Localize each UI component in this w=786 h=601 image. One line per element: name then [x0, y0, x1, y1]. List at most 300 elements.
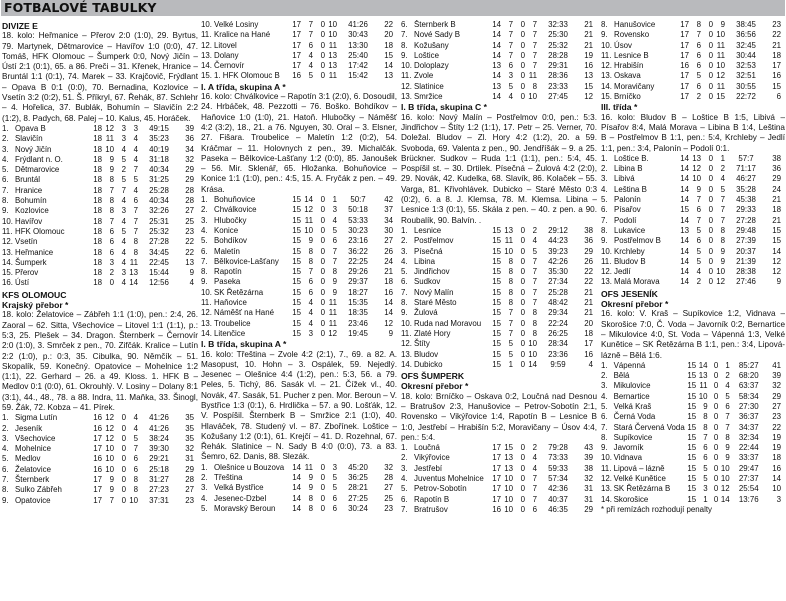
- cell-points: 43: [584, 443, 593, 453]
- table-row: [401, 92, 597, 102]
- cell-losses: 4: [133, 144, 138, 154]
- cell-wins: 6: [696, 61, 701, 71]
- cell-points: 24: [384, 256, 393, 266]
- cell-points: 29: [185, 165, 194, 175]
- cell-played: 14: [492, 40, 501, 50]
- table-row: [2, 485, 198, 495]
- cell-score: 27:30: [738, 401, 759, 411]
- cell-team-name: Ruda nad Moravou: [414, 318, 482, 328]
- cell-rank: 1.: [401, 225, 408, 235]
- cell-wins: 15: [504, 443, 513, 453]
- cell-score: 45:38: [736, 195, 756, 205]
- table-row: [2, 175, 198, 185]
- cell-draws: 3: [121, 268, 126, 278]
- cell-played: 14: [680, 267, 689, 277]
- cell-wins: 7: [508, 318, 513, 328]
- cell-points: 27: [772, 401, 781, 411]
- cell-wins: 10: [504, 474, 513, 484]
- cell-score: 15:42: [348, 71, 368, 81]
- cell-rank: 15.: [601, 92, 612, 102]
- cell-rank: 12.: [601, 61, 612, 71]
- cell-rank: 5.: [601, 401, 608, 411]
- cell-draws: 0: [520, 30, 525, 40]
- cell-rank: 2.: [601, 371, 608, 381]
- table-row: [601, 381, 785, 391]
- cell-rank: 2.: [401, 236, 408, 246]
- cell-wins: 7: [696, 195, 701, 205]
- cell-score: 19:45: [348, 328, 368, 338]
- table-row: [401, 20, 597, 30]
- cell-score: 50:18: [348, 205, 368, 215]
- table-row: [601, 174, 785, 184]
- cell-score: 32:34: [738, 432, 759, 442]
- cell-losses: 15: [716, 92, 725, 102]
- cell-draws: 4: [121, 196, 126, 206]
- table-row: [2, 145, 198, 155]
- table-row: [401, 288, 597, 298]
- cell-losses: 7: [332, 256, 337, 266]
- cell-draws: 0: [520, 349, 525, 359]
- cell-losses: 2: [725, 371, 730, 381]
- cell-draws: 0: [520, 484, 525, 494]
- cell-losses: 10: [528, 349, 537, 359]
- cell-draws: 0: [713, 463, 719, 473]
- table-row: [201, 494, 397, 504]
- table-row: [601, 216, 785, 226]
- cell-points: 32: [185, 444, 194, 454]
- cell-wins: 9: [109, 475, 114, 485]
- cell-rank: 9.: [2, 495, 9, 505]
- cell-wins: 6: [109, 247, 114, 257]
- cell-team-name: Litovel: [214, 40, 237, 50]
- cell-draws: 0: [708, 164, 713, 174]
- competition-heading: I. B třída, skupina A *: [201, 339, 287, 350]
- cell-points: 22: [185, 247, 194, 257]
- cell-draws: 0: [708, 205, 713, 215]
- cell-score: 34:45: [149, 247, 169, 257]
- cell-team-name: Zvole: [414, 71, 434, 81]
- cell-team-name: Bludov B: [614, 256, 646, 266]
- cell-score: 31:27: [149, 475, 169, 485]
- cell-played: 15: [492, 236, 501, 246]
- cell-team-name: Javorník: [613, 443, 644, 453]
- cell-played: 17: [492, 463, 501, 473]
- section-heading: OFS JESENÍK: [601, 288, 658, 299]
- cell-played: 18: [93, 154, 102, 164]
- cell-rank: 12.: [401, 81, 412, 91]
- cell-wins: 8: [703, 412, 708, 422]
- cell-rank: 9.: [401, 308, 408, 318]
- round-results-text: 16. kolo: Nový Malín – Postřelmov 0:0, pen.: 5:3. Jindřichov – Štíty 1:2 (1:1), 17. Petr – 25. Verner, 70. Doležal. Bludov – Zl. Hory 4:2 (1:2), 20. a 59. Svoboda, 69. Valenta z pen., 90. Jendříšák – 9. a 25. Brückner. Sudkov – Ruda 1:1 (1:1), pen.: 5:4, 45. Pospíšil st. – 30. Drtilek. Písečná – Žulová 4:2 (2:0), 29. Novák, 42. Kudelka, 68. Slavík, 86. Kolaček – 55. Varga, 81. Křivohlávek. Dubicko – Staré Město 0:3 (0:2), 6. a 8. J. Klemsa, 78. M. Klemsa. Libina – Lesnice 1:3 (0:1), 55. Skála z pen. – 40. z pen. a 90. Roubalík, 90. Balvín. .: [401, 112, 597, 225]
- cell-score: 25:32: [149, 226, 169, 236]
- competition-heading: Krajský přebor *: [2, 300, 69, 311]
- cell-draws: 0: [708, 184, 713, 194]
- cell-draws: 3: [121, 123, 126, 133]
- cell-rank: 6.: [601, 205, 608, 215]
- cell-score: 57:7: [738, 153, 754, 163]
- cell-rank: 4.: [401, 474, 408, 484]
- cell-points: 31: [584, 494, 593, 504]
- cell-wins: 6: [109, 226, 114, 236]
- cell-played: 15: [492, 225, 501, 235]
- cell-rank: 13.: [201, 50, 212, 60]
- cell-losses: 7: [725, 422, 730, 432]
- cell-played: 18: [93, 268, 102, 278]
- cell-wins: 13: [504, 463, 513, 473]
- cell-points: 12: [772, 267, 781, 277]
- cell-rank: 9.: [2, 206, 9, 216]
- cell-rank: 5.: [2, 454, 9, 464]
- cell-rank: 10.: [2, 216, 13, 226]
- cell-team-name: Moravský Beroun: [214, 503, 276, 513]
- cell-losses: 7: [532, 30, 537, 40]
- cell-score: 49:15: [149, 123, 169, 133]
- cell-score: 38:45: [736, 20, 756, 29]
- cell-losses: 4: [133, 185, 138, 195]
- cell-losses: 6: [332, 503, 337, 513]
- table-row: [601, 464, 785, 474]
- table-row: [401, 82, 597, 92]
- cell-points: 27: [384, 483, 393, 493]
- cell-played: 15: [492, 308, 501, 318]
- cell-wins: 6: [696, 40, 701, 50]
- cell-score: 29:34: [548, 308, 568, 318]
- cell-losses: 5: [133, 175, 138, 185]
- cell-points: 28: [185, 196, 194, 206]
- cell-score: 50:7: [350, 195, 366, 205]
- cell-draws: 0: [520, 71, 525, 81]
- cell-draws: 0: [708, 153, 713, 163]
- cell-played: 14: [492, 50, 501, 60]
- table-row: [2, 434, 198, 444]
- cell-team-name: Konice: [214, 225, 239, 235]
- cell-team-name: Nový Malín: [414, 287, 454, 297]
- cell-draws: 0: [320, 256, 325, 266]
- cell-rank: 9.: [201, 277, 208, 287]
- cell-rank: 3.: [2, 433, 9, 443]
- cell-played: 18: [93, 134, 102, 144]
- cell-played: 18: [93, 226, 102, 236]
- cell-rank: 9.: [601, 443, 608, 453]
- cell-rank: 13.: [401, 92, 412, 102]
- cell-losses: 2: [532, 225, 537, 235]
- table-row: [2, 475, 198, 485]
- table-row: [601, 495, 785, 505]
- cell-score: 35:28: [736, 184, 756, 194]
- cell-losses: 8: [532, 308, 537, 318]
- cell-played: 15: [687, 422, 697, 432]
- cell-wins: 8: [308, 493, 313, 503]
- cell-points: 13: [584, 71, 593, 81]
- cell-played: 14: [492, 71, 501, 81]
- cell-losses: 7: [532, 298, 537, 308]
- cell-played: 13: [680, 225, 689, 235]
- cell-score: 18:35: [348, 308, 368, 318]
- table-row: [2, 196, 198, 206]
- cell-played: 15: [492, 277, 501, 287]
- cell-draws: 0: [320, 61, 325, 71]
- cell-losses: 12: [716, 277, 725, 287]
- cell-losses: 5: [332, 473, 337, 483]
- cell-wins: 10: [105, 444, 114, 454]
- cell-draws: 4: [121, 257, 126, 267]
- cell-points: 15: [384, 50, 393, 60]
- cell-points: 21: [772, 195, 781, 205]
- cell-rank: 4.: [601, 184, 608, 194]
- column-1: [2, 20, 198, 601]
- cell-points: 23: [384, 503, 393, 513]
- cell-score: 20:37: [736, 246, 756, 256]
- cell-score: 40:34: [149, 196, 169, 206]
- cell-draws: 0: [320, 328, 325, 338]
- cell-rank: 11.: [601, 256, 612, 266]
- cell-losses: 7: [332, 246, 337, 256]
- cell-played: 14: [292, 483, 301, 493]
- cell-rank: 11.: [201, 298, 212, 308]
- cell-rank: 5.: [401, 267, 408, 277]
- cell-team-name: Podolí: [614, 215, 637, 225]
- table-row: [401, 474, 597, 484]
- cell-draws: 0: [520, 40, 525, 50]
- cell-played: 14: [680, 277, 689, 287]
- cell-played: 17: [492, 494, 501, 504]
- cell-points: 14: [772, 474, 781, 484]
- cell-draws: 0: [520, 256, 525, 266]
- cell-points: 23: [772, 20, 781, 29]
- cell-points: 4: [189, 278, 194, 288]
- cell-score: 23:36: [548, 349, 568, 359]
- cell-wins: 3: [703, 484, 708, 494]
- cell-played: 17: [492, 443, 501, 453]
- cell-score: 23:33: [548, 81, 568, 91]
- cell-rank: 13.: [201, 318, 212, 328]
- cell-team-name: Rapotín B: [414, 494, 450, 504]
- cell-losses: 3: [332, 462, 337, 472]
- table-row: [601, 247, 785, 257]
- cell-losses: 9: [720, 256, 725, 266]
- cell-score: 63:37: [738, 381, 759, 391]
- cell-played: 17: [292, 30, 301, 40]
- cell-rank: 1.: [201, 462, 208, 472]
- cell-team-name: Bělkovice-Lašťany: [214, 256, 279, 266]
- cell-draws: 0: [520, 20, 525, 29]
- cell-points: 29: [185, 175, 194, 185]
- cell-team-name: Loštice B.: [614, 153, 649, 163]
- cell-score: 9:59: [550, 359, 566, 369]
- competition-heading: Okresní přebor *: [401, 381, 469, 392]
- cell-played: 17: [680, 92, 689, 102]
- cell-wins: 6: [308, 287, 313, 297]
- cell-draws: 4: [121, 237, 126, 247]
- cell-team-name: Chválkovice: [214, 205, 257, 215]
- cell-losses: 12: [328, 328, 337, 338]
- cell-score: 48:42: [548, 298, 568, 308]
- cell-losses: 11: [328, 298, 337, 308]
- cell-team-name: Jedlí: [614, 267, 631, 277]
- cell-draws: 0: [713, 432, 719, 442]
- cell-rank: 2.: [201, 473, 208, 483]
- cell-losses: 10: [328, 20, 337, 29]
- cell-wins: 6: [109, 237, 114, 247]
- cell-played: 16: [680, 61, 689, 71]
- cell-wins: 3: [308, 328, 313, 338]
- cell-points: 18: [772, 50, 781, 60]
- cell-wins: 6: [703, 443, 708, 453]
- cell-team-name: Bohumín: [15, 196, 47, 206]
- cell-score: 22:24: [548, 318, 568, 328]
- cell-score: 38:24: [149, 433, 169, 443]
- cell-wins: 6: [696, 81, 701, 91]
- cell-wins: 7: [508, 50, 513, 60]
- standings-table: [401, 443, 597, 515]
- cell-wins: 1: [703, 494, 708, 504]
- cell-wins: 5: [508, 339, 513, 349]
- cell-score: 36:22: [348, 246, 368, 256]
- competition-heading: Okresní přebor *: [601, 299, 669, 310]
- cell-rank: 4.: [2, 154, 9, 164]
- cell-draws: 0: [708, 50, 713, 60]
- cell-rank: 3.: [2, 144, 9, 154]
- cell-draws: 0: [520, 61, 525, 71]
- cell-draws: 0: [320, 20, 325, 29]
- cell-wins: 4: [308, 61, 313, 71]
- cell-rank: 11.: [2, 226, 13, 236]
- cell-wins: 8: [508, 267, 513, 277]
- cell-losses: 11: [716, 40, 725, 50]
- cell-played: 15: [687, 391, 697, 401]
- cell-points: 31: [185, 454, 194, 464]
- table-row: [201, 277, 397, 287]
- table-row: [2, 465, 198, 475]
- cell-team-name: Hanušovice: [614, 20, 656, 29]
- cell-team-name: Petrov-Sobotín: [414, 484, 467, 494]
- cell-score: 17:42: [348, 61, 368, 71]
- cell-played: 15: [687, 463, 697, 473]
- cell-rank: 15.: [201, 71, 212, 81]
- cell-losses: 13: [328, 50, 337, 60]
- cell-losses: 12: [720, 484, 730, 494]
- cell-wins: 12: [105, 433, 114, 443]
- cell-draws: 5: [121, 154, 126, 164]
- table-row: [201, 20, 397, 30]
- cell-team-name: Troubelice: [214, 318, 251, 328]
- cell-score: 29:21: [149, 454, 169, 464]
- cell-points: 34: [185, 144, 194, 154]
- cell-score: 27:28: [149, 237, 169, 247]
- cell-score: 36:56: [736, 30, 756, 40]
- cell-wins: 8: [109, 206, 114, 216]
- cell-points: 9: [776, 277, 781, 287]
- cell-wins: 7: [109, 495, 114, 505]
- cell-draws: 0: [121, 454, 126, 464]
- cell-team-name: Krchleby: [614, 246, 645, 256]
- section-heading: DIVIZE E: [2, 21, 38, 31]
- cell-wins: 9: [109, 165, 114, 175]
- table-row: [601, 277, 785, 287]
- cell-played: 17: [680, 40, 689, 50]
- cell-rank: 1.: [601, 153, 608, 163]
- cell-team-name: Sigma Lutín: [15, 413, 58, 423]
- cell-played: 16: [492, 504, 501, 514]
- cell-wins: 7: [308, 30, 313, 40]
- cell-played: 14: [680, 236, 689, 246]
- cell-played: 15: [687, 381, 697, 391]
- cell-rank: 7.: [2, 185, 9, 195]
- cell-points: 26: [584, 256, 593, 266]
- cell-draws: 7: [121, 185, 126, 195]
- cell-played: 14: [292, 473, 301, 483]
- standings-table: [201, 195, 397, 339]
- table-row: [201, 329, 397, 339]
- cell-losses: 5: [332, 483, 337, 493]
- cell-score: 53:33: [348, 215, 368, 225]
- cell-draws: 0: [121, 433, 126, 443]
- cell-team-name: Heřmanice: [15, 247, 54, 257]
- cell-score: 25:32: [548, 40, 568, 50]
- cell-played: 14: [680, 195, 689, 205]
- cell-points: 17: [584, 339, 593, 349]
- cell-draws: 0: [320, 195, 325, 205]
- cell-rank: 1.: [2, 123, 9, 133]
- table-row: [201, 257, 397, 267]
- cell-points: 29: [584, 246, 593, 256]
- cell-draws: 0: [121, 423, 126, 433]
- cell-wins: 9: [109, 154, 114, 164]
- cell-team-name: Libivá: [614, 174, 635, 184]
- cell-team-name: Libina: [414, 256, 436, 266]
- table-row: [201, 267, 397, 277]
- table-row: [401, 319, 597, 329]
- table-row: [2, 227, 198, 237]
- cell-draws: 0: [713, 391, 719, 401]
- cell-team-name: Maletín: [214, 246, 240, 256]
- cell-played: 14: [680, 246, 689, 256]
- table-row: [401, 350, 597, 360]
- cell-draws: 0: [713, 412, 719, 422]
- cell-draws: 0: [713, 443, 719, 453]
- competition-heading: I. A třída, skupina A *: [201, 81, 286, 92]
- cell-team-name: Rapotín: [214, 267, 242, 277]
- cell-wins: 5: [696, 71, 701, 81]
- cell-score: 39:30: [149, 444, 169, 454]
- cell-played: 15: [292, 308, 301, 318]
- standings-table: [601, 20, 785, 102]
- table-row: [601, 20, 785, 30]
- cell-points: 15: [772, 81, 781, 91]
- cell-rank: 7.: [401, 287, 408, 297]
- cell-losses: 12: [716, 71, 725, 81]
- cell-rank: 4.: [601, 391, 608, 401]
- cell-wins: 9: [109, 485, 114, 495]
- table-row: [401, 329, 597, 339]
- cell-wins: 7: [308, 267, 313, 277]
- cell-points: 35: [185, 423, 194, 433]
- cell-played: 15: [687, 360, 697, 370]
- cell-score: 32:33: [548, 20, 568, 29]
- cell-played: 15: [492, 246, 501, 256]
- cell-wins: 8: [308, 256, 313, 266]
- cell-played: 15: [292, 246, 301, 256]
- cell-played: 15: [492, 349, 501, 359]
- cell-played: 15: [687, 401, 697, 411]
- cell-team-name: Bruntál: [15, 175, 41, 185]
- cell-team-name: Šumperk: [15, 257, 47, 267]
- cell-played: 17: [492, 453, 501, 463]
- cell-rank: 2.: [601, 164, 608, 174]
- cell-team-name: 1. HFK Olomouc B: [214, 71, 280, 81]
- cell-team-name: Náměšť na Hané: [214, 308, 274, 318]
- table-row: [401, 277, 597, 287]
